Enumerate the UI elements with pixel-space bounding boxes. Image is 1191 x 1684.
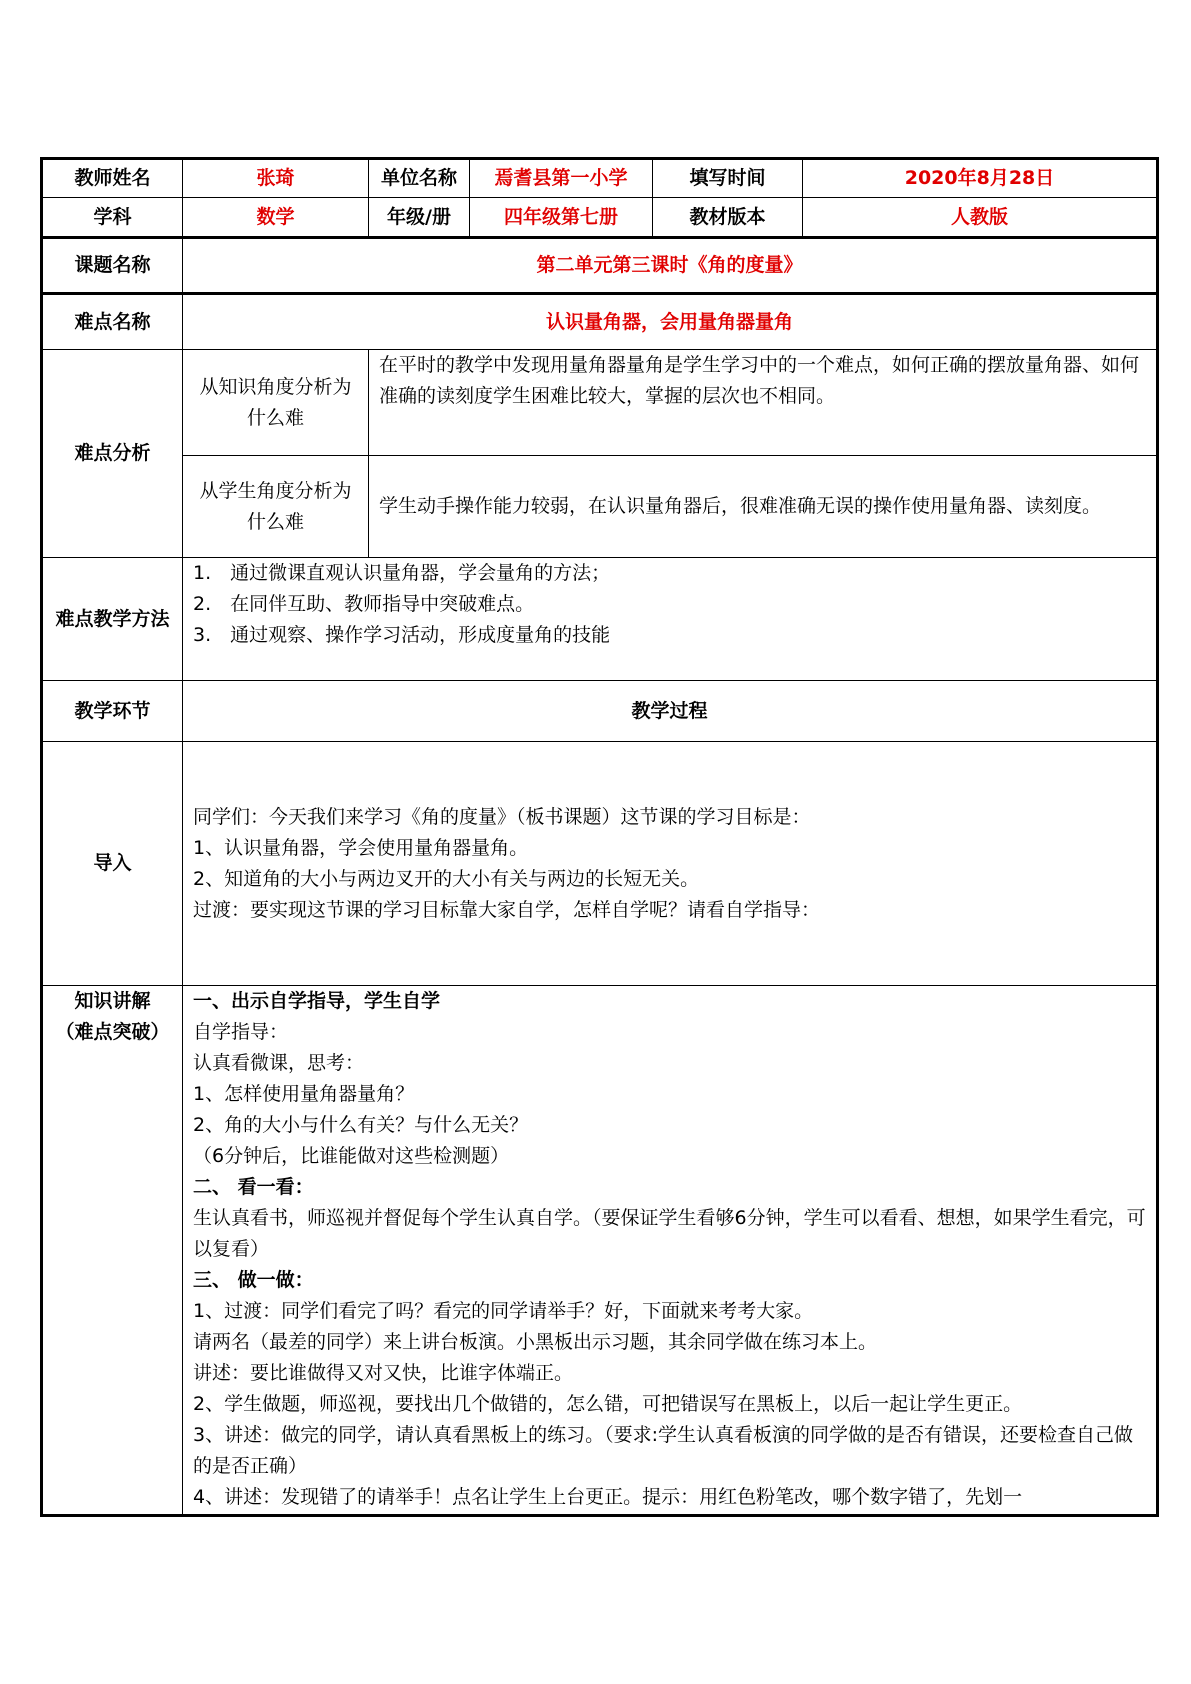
knowledge-angle-label: 从知识角度分析为什么难 (183, 350, 369, 456)
content-line: 1、过渡：同学们看完了吗？看完的同学请举手？好，下面就来考考大家。 (193, 1300, 814, 1322)
content-line: 3、讲述：做完的同学，请认真看黑板上的练习。（要求:学生认真看板演的同学做的是否有错误，还要检查自己做的是否正确） (193, 1424, 1133, 1477)
content-line: 讲述：要比谁做得又对又快，比谁字体端正。 (193, 1362, 574, 1384)
topic-value: 第二单元第三课时《角的度量》 (183, 238, 1158, 294)
content-line: 2、角的大小与什么有关？与什么无关？ (193, 1114, 529, 1136)
method-item: 3. 通过观察、操作学习活动，形成度量角的技能 (193, 624, 611, 646)
subject-value: 数学 (183, 198, 369, 238)
content-line: 认真看微课，思考： (193, 1052, 365, 1074)
difficulty-label: 难点名称 (42, 294, 183, 350)
content-line: 自学指导： (193, 1021, 289, 1043)
fill-date: 2020年8月28日 (803, 159, 1158, 198)
intro-line: 1、认识量角器，学会使用量角器量角。 (193, 836, 529, 859)
grade-label: 年级/册 (369, 198, 470, 238)
section-heading: 三、 做一做： (193, 1269, 314, 1291)
section-heading: 二、 看一看： (193, 1176, 314, 1198)
intro-line: 2、知道角的大小与两边叉开的大小有关与两边的长短无关。 (193, 867, 700, 890)
knowledge-angle-text: 在平时的教学中发现用量角器量角是学生学习中的一个难点，如何正确的摆放量角器、如何准确的读刻度学生困难比较大，掌握的层次也不相同。 (369, 350, 1158, 456)
method-content (183, 558, 1158, 681)
method-item: 2. 在同伴互助、教师指导中突破难点。 (193, 593, 535, 615)
knowledge-label-line: （难点突破） (55, 1021, 170, 1043)
topic-label: 课题名称 (42, 238, 183, 294)
knowledge-content (183, 986, 1158, 1516)
info-row-1 (42, 159, 1158, 198)
process-header-value: 教学过程 (183, 681, 1158, 742)
date-label: 填写时间 (653, 159, 803, 198)
unit-name: 焉耆县第一小学 (470, 159, 653, 198)
content-line: 生认真看书，师巡视并督促每个学生认真自学。（要保证学生看够6分钟，学生可以看看、想想，如果学生看完，可以复看） (193, 1207, 1146, 1260)
method-label: 难点教学方法 (42, 558, 183, 681)
student-angle-text: 学生动手操作能力较弱，在认识量角器后，很难准确无误的操作使用量角器、读刻度。 (369, 456, 1158, 558)
intro-label: 导入 (42, 742, 183, 986)
teacher-label: 教师姓名 (42, 159, 183, 198)
subject-label: 学科 (42, 198, 183, 238)
difficulty-row (42, 294, 1158, 350)
content-line: 2、学生做题，师巡视，要找出几个做错的，怎么错，可把错误写在黑板上，以后一起让学生更正。 (193, 1393, 1023, 1415)
content-line: 请两名（最差的同学）来上讲台板演。小黑板出示习题，其余同学做在练习本上。 (193, 1331, 878, 1353)
section-heading: 一、出示自学指导，学生自学 (193, 990, 441, 1012)
analysis-label: 难点分析 (42, 350, 183, 558)
edition-label: 教材版本 (653, 198, 803, 238)
process-header-row (42, 681, 1158, 742)
content-line: 4、讲述：发现错了的请举手！点名让学生上台更正。提示：用红色粉笔改，哪个数字错了，先划一 (193, 1486, 1023, 1508)
method-item: 1. 通过微课直观认识量角器，学会量角的方法； (193, 562, 611, 584)
info-row-2 (42, 198, 1158, 238)
process-section-label: 教学环节 (42, 681, 183, 742)
intro-content (183, 742, 1158, 986)
analysis-row-knowledge (42, 350, 1158, 456)
content-line: 1、怎样使用量角器量角？ (193, 1083, 415, 1105)
knowledge-row (42, 986, 1158, 1516)
student-angle-label: 从学生角度分析为什么难 (183, 456, 369, 558)
grade-value: 四年级第七册 (470, 198, 653, 238)
knowledge-label-line: 知识讲解 (74, 990, 151, 1012)
unit-label: 单位名称 (369, 159, 470, 198)
difficulty-value: 认识量角器，会用量角器量角 (183, 294, 1158, 350)
method-row (42, 558, 1158, 681)
knowledge-label (42, 986, 183, 1516)
edition-value: 人教版 (803, 198, 1158, 238)
intro-row (42, 742, 1158, 986)
lesson-plan-table (40, 157, 1159, 1517)
teacher-name: 张琦 (183, 159, 369, 198)
intro-line: 过渡：要实现这节课的学习目标靠大家自学，怎样自学呢？请看自学指导： (193, 898, 821, 921)
analysis-row-student (42, 456, 1158, 558)
topic-row (42, 238, 1158, 294)
lesson-plan-page (40, 157, 1156, 1517)
intro-line: 同学们：今天我们来学习《角的度量》（板书课题）这节课的学习目标是： (193, 805, 811, 828)
content-line: （6分钟后，比谁能做对这些检测题） (193, 1145, 510, 1167)
